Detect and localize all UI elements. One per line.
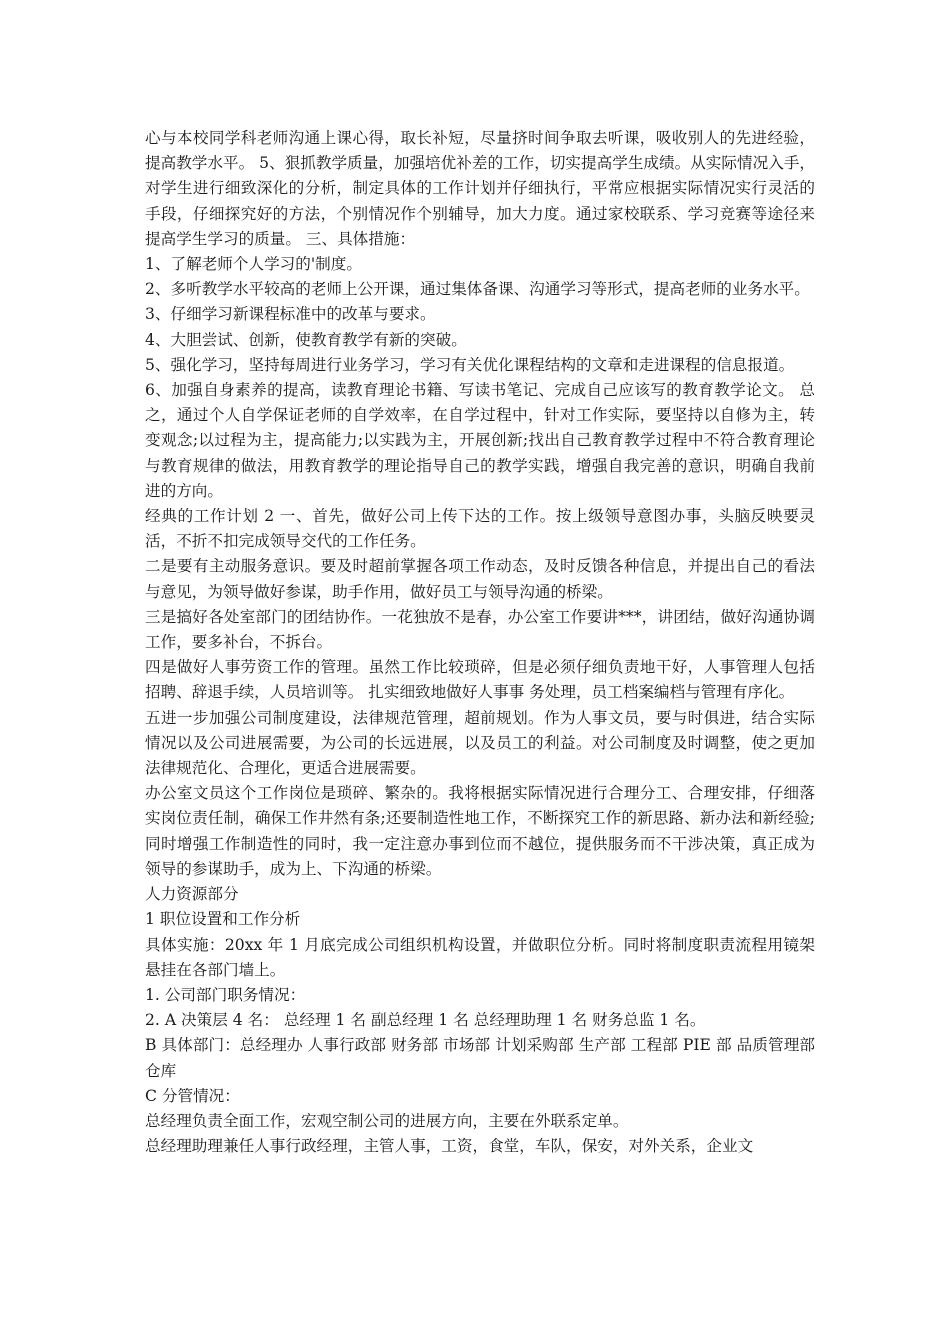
paragraph: 6、加强自身素养的提高，读教育理论书籍、写读书笔记、完成自己应该写的教育教学论文。 总之，通过个人自学保证老师的自学效率，在自学过程中，针对工作实际，要坚持以自修为主，转变观念;以过程为主，提高能力;以实践为主，开展创新;找出自己教育教学过程中不符合教育理论与教育规律的做法，用教育教学的理论指导自己的教学实践，增强自我完善的意识，明确自我前进的方向。 bbox=[145, 381, 815, 500]
paragraph: 办公室文员这个工作岗位是琐碎、繁杂的。我将根据实际情况进行合理分工、合理安排，仔细落实岗位责任制，确保工作井然有条;还要制造性地工作，不断探究工作的新思路、新办法和新经验;同时增强工作制造性的同时，我一定注意办事到位而不越位，提供服务而不干涉决策，真正成为领导的参谋助手，成为上、下沟通的桥梁。 bbox=[145, 784, 815, 878]
paragraph: 2、多听教学水平较高的老师上公开课，通过集体备课、沟通学习等形式，提高老师的业务水平。 bbox=[145, 280, 810, 299]
paragraph: 总经理助理兼任人事行政经理，主管人事，工资，食堂，车队，保安，对外关系，企业文 bbox=[145, 1137, 754, 1156]
list-item: C 分管情况： bbox=[145, 1086, 240, 1105]
paragraph: 1、了解老师个人学习的'制度。 bbox=[145, 255, 362, 274]
list-item: 1. 公司部门职务情况： bbox=[145, 985, 306, 1004]
paragraph: 总经理负责全面工作，宏观空制公司的进展方向，主要在外联系定单。 bbox=[145, 1111, 629, 1130]
paragraph: 心与本校同学科老师沟通上课心得，取长补短，尽量挤时间争取去听课，吸收别人的先进经验，提高教学水平。 5、狠抓教学质量，加强培优补差的工作，切实提高学生成绩。从实际情况入手，对学生进行细致深化的分析，制定具体的工作计划并仔细执行，平常应根据实际情况实行灵活的手段，仔细探究好的方法，个别情况作个别辅导，加大力度。通过家校联系、学习竞赛等途径来提高学生学习的质量。 三、具体措施： bbox=[145, 129, 815, 248]
subsection-heading: 1 职位设置和工作分析 bbox=[145, 910, 301, 929]
paragraph: 4、大胆尝试、创新，使教育教学有新的突破。 bbox=[145, 330, 467, 349]
paragraph: 3、仔细学习新课程标准中的改革与要求。 bbox=[145, 305, 436, 324]
paragraph: 经典的工作计划 2 一、首先，做好公司上传下达的工作。按上级领导意图办事，头脑反映要灵活，不折不扣完成领导交代的工作任务。 bbox=[145, 507, 815, 551]
paragraph: 三是搞好各处室部门的团结协作。一花独放不是春，办公室工作要讲***，讲团结，做好沟通协调工作，要多补台，不拆台。 bbox=[145, 607, 815, 652]
list-item: 2. A 决策层 4 名： 总经理 1 名 副总经理 1 名 总经理助理 1 名 财务总监 1 名。 bbox=[145, 1011, 706, 1030]
list-item: B 具体部门：总经理办 人事行政部 财务部 市场部 计划采购部 生产部 工程部 PIE 部 品质管理部 仓库 bbox=[145, 1036, 815, 1080]
document-body bbox=[145, 126, 815, 1159]
paragraph: 5、强化学习，坚持每周进行业务学习，学习有关优化课程结构的文章和走进课程的信息报道。 bbox=[145, 355, 795, 374]
paragraph: 具体实施：20xx 年 1 月底完成公司组织机构设置，并做职位分析。同时将制度职责流程用镜架悬挂在各部门墙上。 bbox=[145, 935, 815, 979]
paragraph: 五进一步加强公司制度建设，法律规范管理，超前规划。作为人事文员，要与时俱进，结合实际情况以及公司进展需要，为公司的长远进展，以及员工的利益。对公司制度及时调整，使之更加法律规范化、合理化，更适合进展需要。 bbox=[145, 708, 815, 778]
paragraph: 四是做好人事劳资工作的管理。虽然工作比较琐碎，但是必须仔细负责地干好，人事管理人包括招聘、辞退手续，人员培训等。 扎实细致地做好人事事 务处理，员工档案编档与管理有序化。 bbox=[145, 658, 815, 702]
section-heading: 人力资源部分 bbox=[145, 885, 239, 904]
paragraph: 二是要有主动服务意识。要及时超前掌握各项工作动态，及时反馈各种信息，并提出自己的看法与意见，为领导做好参谋，助手作用，做好员工与领导沟通的桥梁。 bbox=[145, 557, 815, 601]
